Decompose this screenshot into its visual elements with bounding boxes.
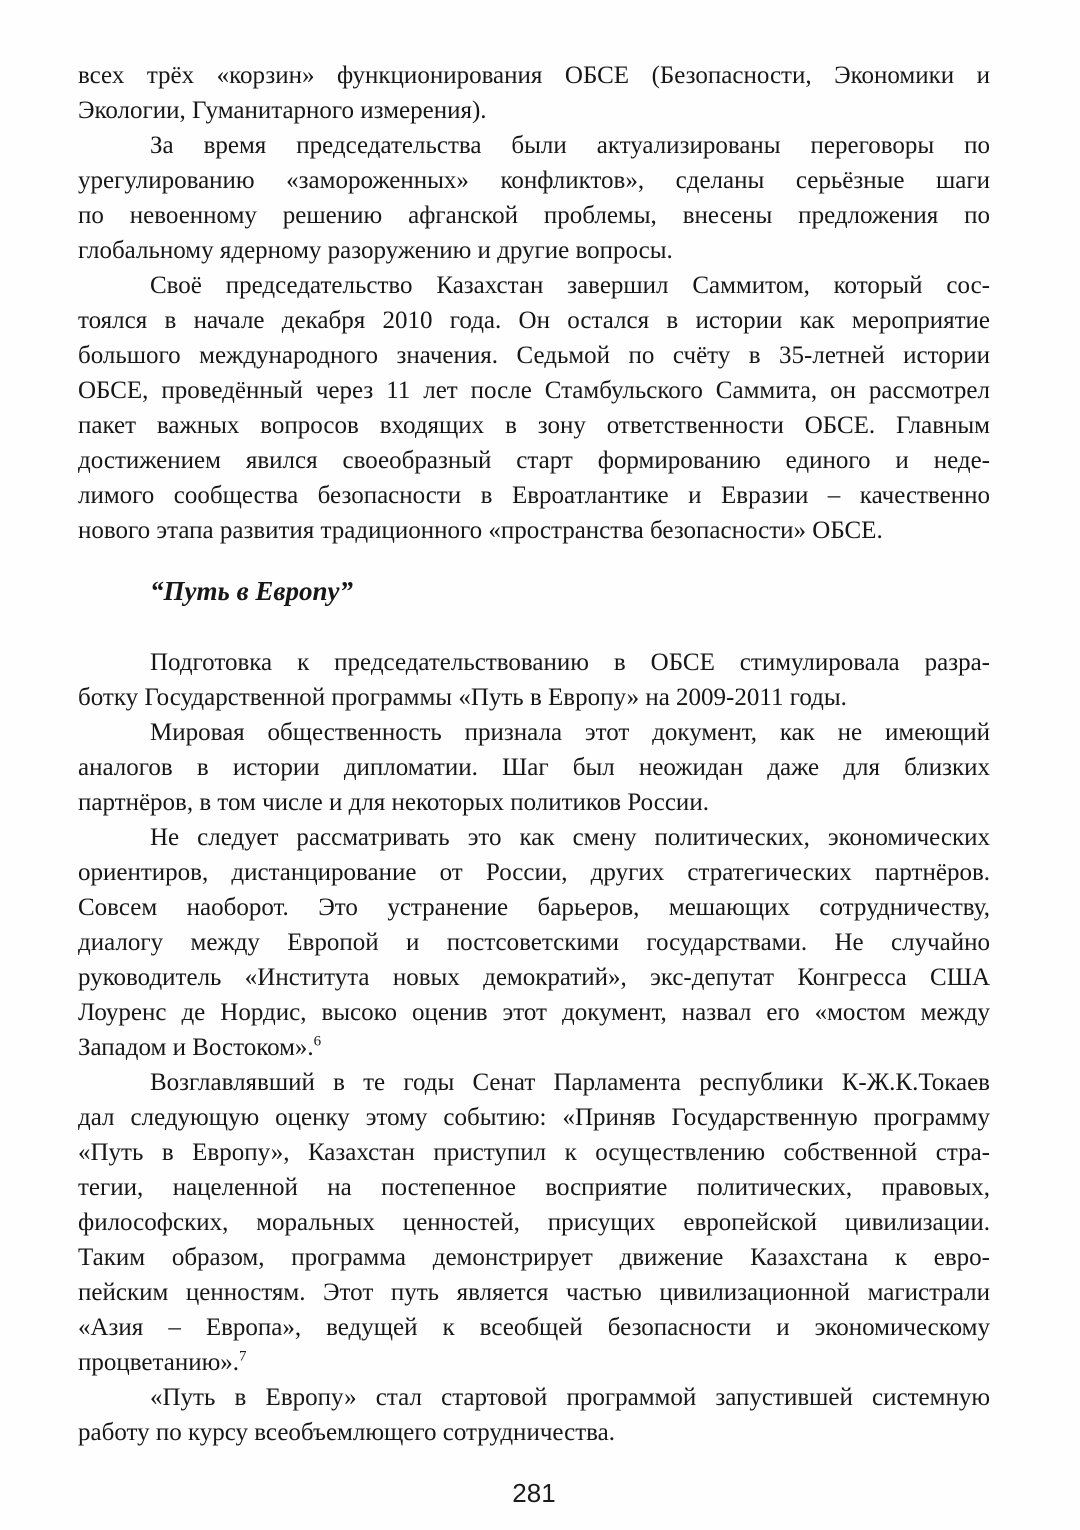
paragraph-summit	[78, 268, 990, 548]
paragraph-not-a-shift	[78, 820, 990, 1065]
text-line: «Путь в Европу» стал стартовой программой запустившей системную	[150, 1384, 990, 1411]
paragraph-start-program	[78, 1380, 990, 1450]
text-line: Таким образом, программа демонстрирует движение Казахстана к евро-	[78, 1244, 990, 1271]
text-line: пейским ценностям. Этот путь является частью цивилизационной магистрали	[78, 1279, 990, 1306]
text-line: Не следует рассматривать это как смену политических, экономических	[150, 824, 990, 851]
text-line: ботку Государственной программы «Путь в Европу» на 2009-2011 годы.	[78, 684, 847, 711]
text-line	[78, 1030, 990, 1065]
text-line: ОБСЕ, проведённый через 11 лет после Стамбульского Саммита, он рассмотрел	[78, 377, 990, 404]
paragraph-program-development	[78, 645, 990, 715]
text-line-fragment: Западом и Востоком».	[78, 1034, 314, 1061]
text-line: пакет важных вопросов входящих в зону ответственности ОБСЕ. Главным	[78, 412, 990, 439]
footnote-reference-7: 7	[239, 1348, 247, 1365]
text-line: Возглавлявший в те годы Сенат Парламента республики К-Ж.К.Токаев	[150, 1069, 990, 1096]
text-line: Экологии, Гуманитарного измерения).	[78, 97, 487, 124]
text-line: ориентиров, дистанцирование от России, других стратегических партнёров.	[78, 859, 990, 886]
text-line: аналогов в истории дипломатии. Шаг был неожидан даже для близких	[78, 754, 990, 781]
text-line: руководитель «Института новых демократий», экс-депутат Конгресса США	[78, 964, 990, 991]
text-line: урегулированию «замороженных» конфликтов», сделаны серьёзные шаги	[78, 167, 990, 194]
text-line: Мировая общественность признала этот документ, как не имеющий	[150, 719, 990, 746]
text-line: Лоуренс де Нордис, высоко оценив этот документ, назвал его «мостом между	[78, 999, 990, 1026]
text-line: большого международного значения. Седьмой по счёту в 35-летней истории	[78, 342, 990, 369]
text-line: достижением явился своеобразный старт формированию единого и неде-	[78, 447, 990, 474]
text-line: партнёров, в том числе и для некоторых политиков России.	[78, 789, 709, 816]
page-number: 281	[512, 1478, 556, 1508]
text-line: «Азия – Европа», ведущей к всеобщей безопасности и экономическому	[78, 1314, 990, 1341]
text-line-fragment: процветанию».	[78, 1349, 240, 1376]
paragraph-continuation	[78, 58, 990, 128]
text-line: Подготовка к председательствованию в ОБСЕ стимулировала разра-	[150, 649, 990, 676]
text-line: тегии, нацеленной на постепенное восприятие политических, правовых,	[78, 1174, 990, 1201]
paragraph-chairmanship	[78, 128, 990, 268]
section-heading: “Путь в Европу”	[150, 576, 353, 606]
text-line: работу по курсу всеобъемлющего сотрудничества.	[78, 1419, 615, 1446]
text-line: по невоенному решению афганской проблемы, внесены предложения по	[78, 202, 990, 229]
text-line	[78, 1345, 990, 1380]
text-line: Совсем наоборот. Это устранение барьеров, мешающих сотрудничеству,	[78, 894, 990, 921]
text-line: тоялся в начале декабря 2010 года. Он остался в истории как мероприятие	[78, 307, 990, 334]
text-line: философских, моральных ценностей, присущих европейской цивилизации.	[78, 1209, 990, 1236]
text-line: нового этапа развития традиционного «пространства безопасности» ОБСЕ.	[78, 517, 883, 544]
text-line: лимого сообщества безопасности в Евроатлантике и Евразии – качественно	[78, 482, 990, 509]
text-line: диалогу между Европой и постсоветскими государствами. Не случайно	[78, 929, 990, 956]
text-line: глобальному ядерному разоружению и другие вопросы.	[78, 237, 673, 264]
text-line: дал следующую оценку этому событию: «Приняв Государственную программу	[78, 1104, 990, 1131]
footnote-reference-6: 6	[313, 1033, 322, 1050]
text-line: За время председательства были актуализированы переговоры по	[150, 132, 990, 159]
paragraph-tokayev-quote	[78, 1065, 990, 1380]
text-line: Своё председательство Казахстан завершил Саммитом, который сос-	[150, 272, 990, 299]
text-line: всех трёх «корзин» функционирования ОБСЕ (Безопасности, Экономики и	[78, 62, 990, 89]
paragraph-world-community	[78, 715, 990, 820]
text-line: «Путь в Европу», Казахстан приступил к осуществлению собственной стра-	[78, 1139, 990, 1166]
